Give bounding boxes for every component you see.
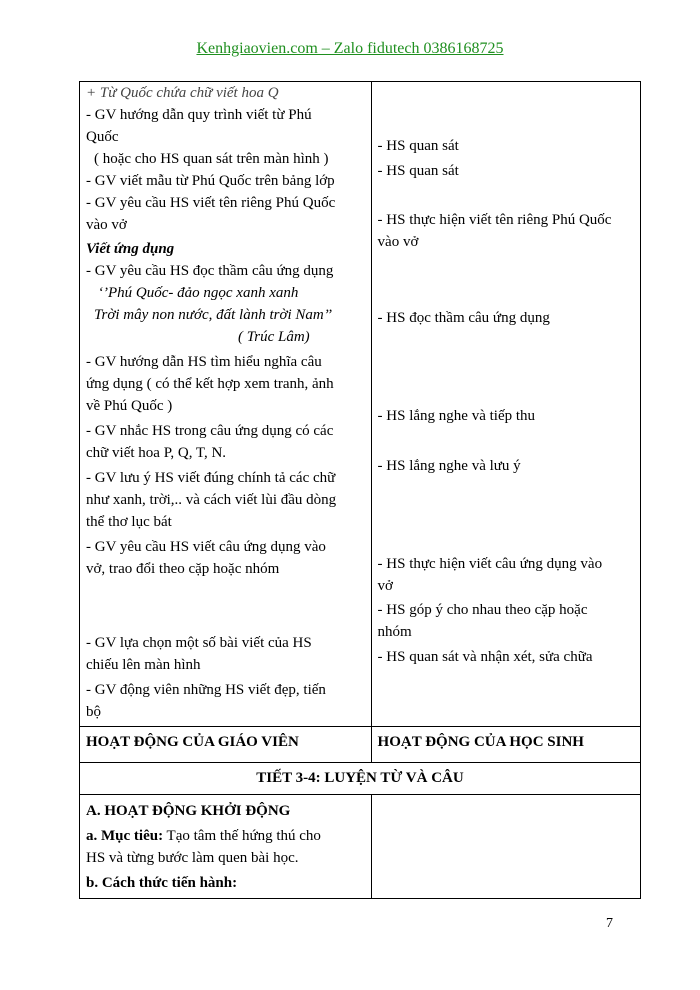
- tiet-row: [80, 763, 641, 795]
- teacher-line: ( hoặc cho HS quan sát trên màn hình ): [94, 151, 329, 167]
- goal-label: a. Mục tiêu:: [86, 828, 164, 844]
- student-line: - HS góp ý cho nhau theo cặp hoặc: [377, 602, 588, 618]
- table-header-row: [80, 727, 641, 763]
- goal-line: [86, 825, 365, 847]
- student-line: - HS quan sát và nhận xét, sửa chữa: [377, 649, 593, 665]
- student-line: - HS quan sát: [377, 163, 459, 179]
- student-line: - HS thực hiện viết tên riêng Phú Quốc: [377, 212, 612, 228]
- teacher-line: Quốc: [86, 129, 119, 145]
- teacher-line: chữ viết hoa P, Q, T, N.: [86, 445, 227, 461]
- student-line: nhóm: [377, 624, 412, 640]
- student-line: - HS quan sát: [377, 138, 459, 154]
- teacher-line: về Phú Quốc ): [86, 398, 173, 414]
- poem-line: Trời mây non nước, đất lành trời Nam’’: [94, 307, 333, 323]
- header-student: HOẠT ĐỘNG CỦA HỌC SINH: [371, 727, 640, 763]
- start-row: [80, 795, 641, 899]
- student-column: [371, 82, 640, 727]
- goal-text: Tạo tâm thế hứng thú cho: [163, 828, 321, 844]
- section-title: Viết ứng dụng: [86, 241, 175, 257]
- student-line: - HS lắng nghe và tiếp thu: [377, 408, 536, 424]
- teacher-line: vào vở: [86, 217, 127, 233]
- page-header[interactable]: Kenhgiaovien.com – Zalo fidutech 0386168725: [196, 40, 504, 57]
- student-line: vào vở: [377, 234, 419, 250]
- teacher-column: [80, 82, 372, 727]
- start-title: A. HOẠT ĐỘNG KHỞI ĐỘNG: [86, 803, 291, 819]
- poem-author: ( Trúc Lâm): [238, 329, 310, 345]
- lesson-table: [79, 81, 641, 899]
- student-line: - HS lắng nghe và lưu ý: [377, 458, 521, 474]
- teacher-line: - GV động viên những HS viết đẹp, tiến: [86, 682, 326, 698]
- start-student-cell: [371, 795, 640, 899]
- method-title: b. Cách thức tiến hành:: [86, 875, 238, 891]
- poem-line: ‘’Phú Quốc- đảo ngọc xanh xanh: [98, 285, 299, 301]
- student-line: - HS thực hiện viết câu ứng dụng vào: [377, 556, 603, 572]
- start-activity-cell: [80, 795, 372, 899]
- teacher-line: thể thơ lục bát: [86, 514, 172, 530]
- page-number: 7: [606, 916, 613, 931]
- teacher-line: - GV yêu cầu HS viết tên riêng Phú Quốc: [86, 195, 336, 211]
- teacher-line: - GV lưu ý HS viết đúng chính tả các chữ: [86, 470, 336, 486]
- goal-text-cont: HS và từng bước làm quen bài học.: [86, 850, 299, 866]
- teacher-line: + Từ Quốc chứa chữ viết hoa Q: [86, 85, 279, 101]
- teacher-line: - GV viết mẫu từ Phú Quốc trên bảng lớp: [86, 173, 335, 189]
- activity-row: [80, 82, 641, 727]
- teacher-line: ứng dụng ( có thể kết hợp xem tranh, ảnh: [86, 376, 334, 392]
- teacher-line: - GV yêu cầu HS viết câu ứng dụng vào: [86, 539, 326, 555]
- teacher-line: như xanh, trời,.. và cách viết lùi đầu dòng: [86, 492, 337, 508]
- teacher-line: - GV nhắc HS trong câu ứng dụng có các: [86, 423, 334, 439]
- teacher-line: vở, trao đổi theo cặp hoặc nhóm: [86, 561, 280, 577]
- teacher-line: bộ: [86, 704, 101, 720]
- teacher-line: - GV hướng dẫn quy trình viết từ Phú: [86, 107, 312, 123]
- teacher-line: - GV yêu cầu HS đọc thầm câu ứng dụng: [86, 263, 334, 279]
- teacher-line: chiếu lên màn hình: [86, 657, 201, 673]
- student-line: vở: [377, 578, 393, 594]
- student-line: - HS đọc thầm câu ứng dụng: [377, 310, 550, 326]
- teacher-line: - GV hướng dẫn HS tìm hiểu nghĩa câu: [86, 354, 322, 370]
- tiet-title: TIẾT 3-4: LUYỆN TỪ VÀ CÂU: [80, 763, 641, 795]
- header-teacher: HOẠT ĐỘNG CỦA GIÁO VIÊN: [80, 727, 372, 763]
- teacher-line: - GV lựa chọn một số bài viết của HS: [86, 635, 312, 651]
